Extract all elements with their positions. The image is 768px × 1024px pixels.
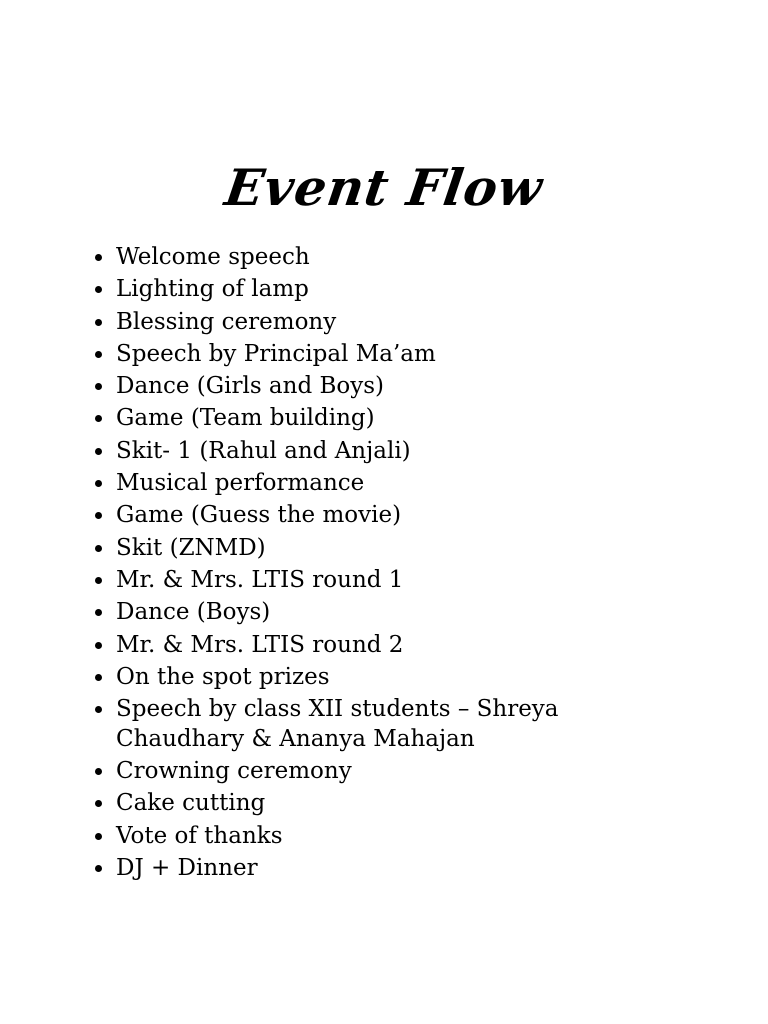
list-item bbox=[0, 499, 716, 531]
list-item-text: Mr. & Mrs. LTIS round 1 bbox=[116, 566, 404, 593]
list-item-text: Blessing ceremony bbox=[116, 308, 337, 335]
list-item-text: Skit (ZNMD) bbox=[116, 534, 266, 561]
bullet-icon bbox=[95, 674, 102, 681]
list-item-text: Game (Guess the movie) bbox=[116, 502, 402, 529]
bullet-icon bbox=[95, 480, 102, 487]
list-item bbox=[0, 338, 716, 370]
list-item bbox=[0, 596, 716, 628]
list-item bbox=[0, 629, 716, 661]
bullet-icon bbox=[95, 865, 102, 872]
list-item bbox=[0, 661, 716, 693]
list-item-text: Vote of thanks bbox=[116, 822, 283, 849]
list-item-text: Cake cutting bbox=[116, 790, 266, 817]
bullet-icon bbox=[95, 706, 102, 713]
list-item bbox=[0, 467, 716, 499]
list-item-text: Skit- 1 (Rahul and Anjali) bbox=[116, 437, 411, 464]
bullet-icon bbox=[95, 254, 102, 261]
bullet-icon bbox=[95, 768, 102, 775]
list-item-text: DJ + Dinner bbox=[116, 855, 258, 882]
list-item-text: Musical performance bbox=[116, 470, 365, 497]
list-item-text: Dance (Boys) bbox=[116, 599, 271, 626]
list-item bbox=[0, 693, 716, 755]
list-item bbox=[0, 852, 716, 884]
bullet-icon bbox=[95, 609, 102, 616]
bullet-icon bbox=[95, 383, 102, 390]
list-item bbox=[0, 370, 716, 402]
list-item bbox=[0, 402, 716, 434]
list-item bbox=[0, 435, 716, 467]
list-item-text: Lighting of lamp bbox=[116, 276, 309, 303]
list-item-text: Mr. & Mrs. LTIS round 2 bbox=[116, 631, 404, 658]
list-item-text: On the spot prizes bbox=[116, 663, 330, 690]
list-item bbox=[0, 241, 716, 273]
bullet-icon bbox=[95, 545, 102, 552]
list-item-text: Crowning ceremony bbox=[116, 758, 352, 785]
list-item bbox=[0, 755, 716, 787]
list-item-text: Welcome speech bbox=[116, 244, 310, 270]
list-item bbox=[0, 787, 716, 819]
bullet-icon bbox=[95, 642, 102, 649]
list-item bbox=[0, 820, 716, 852]
bullet-icon bbox=[95, 833, 102, 840]
bullet-icon bbox=[95, 319, 102, 326]
bullet-icon bbox=[95, 577, 102, 584]
bullet-icon bbox=[95, 512, 102, 519]
bullet-icon bbox=[95, 415, 102, 422]
event-list bbox=[0, 241, 768, 884]
list-item bbox=[0, 273, 716, 305]
list-item bbox=[0, 564, 716, 596]
list-item bbox=[0, 532, 716, 564]
list-item-text: Speech by Principal Ma’am bbox=[116, 340, 436, 367]
bullet-icon bbox=[95, 448, 102, 455]
list-item-text: Game (Team building) bbox=[116, 405, 375, 432]
page-title: Event Flow bbox=[221, 158, 547, 217]
list-item-text: Dance (Girls and Boys) bbox=[116, 373, 385, 400]
list-item bbox=[0, 306, 716, 338]
bullet-icon bbox=[95, 286, 102, 293]
bullet-icon bbox=[95, 351, 102, 358]
list-item-text: Speech by class XII students – Shreya Chaudhary & Ananya Mahajan bbox=[116, 696, 559, 753]
bullet-icon bbox=[95, 800, 102, 807]
